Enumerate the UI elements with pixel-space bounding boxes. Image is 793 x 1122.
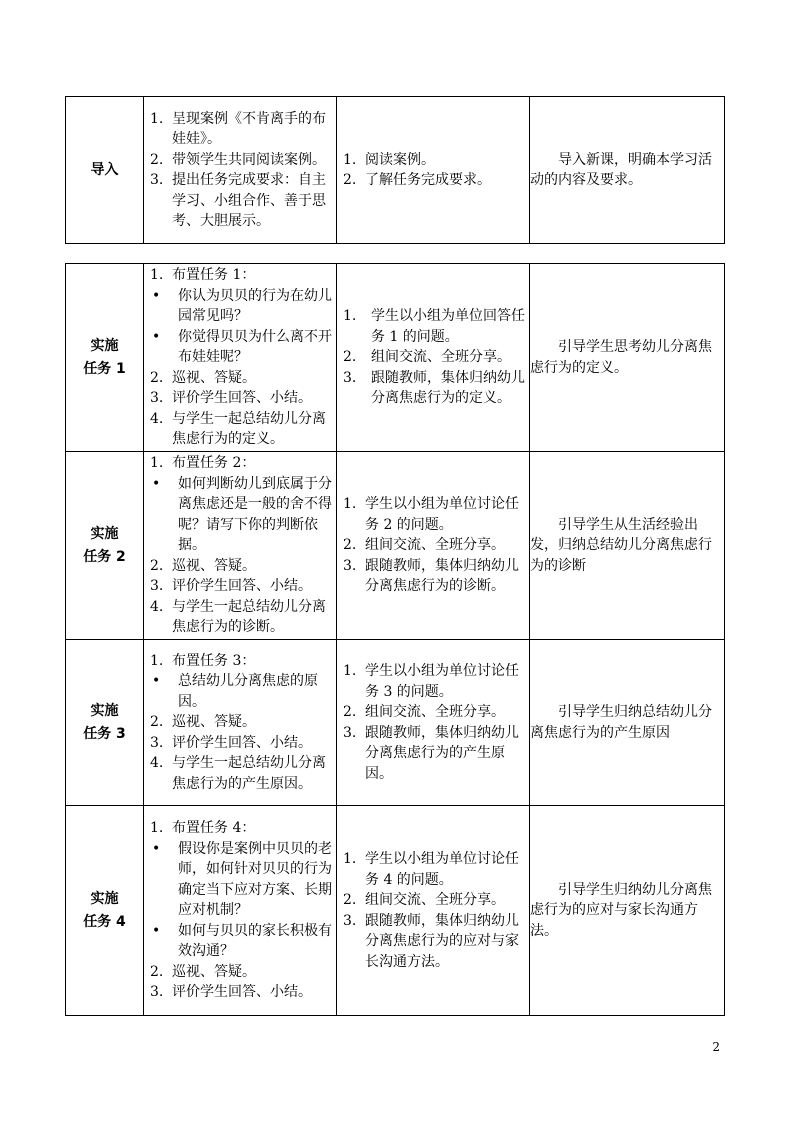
item-text: 你觉得贝贝为什么离不开布娃娃呢？ — [178, 328, 332, 366]
item-text: 巡视、答疑。 — [172, 714, 256, 731]
list-item — [150, 818, 332, 839]
item-text: 与学生一起总结幼儿分离焦虑行为的定义。 — [172, 410, 326, 448]
stage-label: 任务 2 — [83, 548, 126, 565]
list-item — [150, 733, 332, 754]
list-item — [343, 535, 525, 556]
design-purpose-cell: 引导学生归纳幼儿分离焦虑行为的应对与家长沟通方法。 — [530, 806, 725, 1016]
item-text: 评价学生回答、小结。 — [172, 390, 312, 407]
list-item — [150, 671, 332, 712]
stage-label: 实施 — [90, 525, 119, 542]
teacher-activity-list — [144, 818, 336, 1003]
item-number: 3. — [343, 369, 357, 386]
task-row — [66, 452, 725, 640]
item-text: 巡视、答疑。 — [172, 369, 256, 386]
item-number: 3. — [150, 172, 164, 188]
item-number: 3. — [343, 557, 357, 574]
item-text: 布置任务 3： — [172, 652, 256, 669]
teacher-activity-list — [144, 109, 336, 232]
item-text: 学生以小组为单位讨论任务 4 的问题。 — [365, 851, 519, 888]
list-item — [343, 702, 525, 723]
list-item — [343, 368, 525, 409]
bullet-marker: • — [152, 328, 161, 345]
student-activity-list — [337, 494, 529, 597]
list-item — [150, 170, 332, 232]
item-number: 2. — [150, 557, 164, 574]
item-text: 组间交流、全班分享。 — [365, 537, 505, 554]
list-item — [150, 453, 332, 474]
stage-cell — [66, 806, 144, 1016]
item-number: 3. — [150, 734, 164, 751]
teacher-activity-cell — [144, 264, 337, 452]
list-item — [150, 109, 332, 150]
student-activity-list — [337, 306, 529, 409]
item-number: 1. — [150, 267, 164, 284]
item-number: 2. — [150, 714, 164, 731]
list-item — [150, 474, 332, 556]
design-purpose-cell: 引导学生思考幼儿分离焦虑行为的定义。 — [530, 264, 725, 452]
design-purpose-cell: 引导学生归纳总结幼儿分离焦虑行为的产生原因 — [530, 640, 725, 806]
bullet-marker: • — [152, 922, 161, 939]
item-number: 1. — [150, 652, 164, 669]
item-number: 2. — [150, 963, 164, 980]
item-text: 了解任务完成要求。 — [365, 172, 491, 188]
list-item — [150, 651, 332, 672]
stage-cell — [66, 264, 144, 452]
item-text: 与学生一起总结幼儿分离焦虑行为的诊断。 — [172, 598, 326, 636]
student-activity-list — [337, 849, 529, 972]
item-text: 提出任务完成要求：自主学习、小组合作、善于思考、大胆展示。 — [172, 172, 326, 229]
item-text: 如何与贝贝的家长积极有效沟通？ — [178, 922, 332, 960]
stage-label: 实施 — [90, 890, 119, 907]
item-text: 学生以小组为单位回答任务 1 的问题。 — [371, 308, 525, 345]
student-activity-list — [337, 150, 529, 191]
list-item — [150, 368, 332, 389]
item-text: 学生以小组为单位讨论任务 2 的问题。 — [365, 496, 519, 533]
task-row — [66, 264, 725, 452]
list-item — [343, 170, 525, 191]
stage-label: 实施 — [90, 702, 119, 719]
item-text: 布置任务 4： — [172, 820, 256, 837]
item-text: 阅读案例。 — [365, 151, 435, 168]
teacher-activity-list — [144, 453, 336, 638]
tasks-table — [65, 263, 725, 1016]
stage-label: 任务 1 — [83, 360, 126, 377]
item-number: 3. — [343, 912, 357, 929]
stage-cell — [66, 97, 144, 244]
item-text: 评价学生回答、小结。 — [172, 984, 312, 1001]
item-text: 与学生一起总结幼儿分离焦虑行为的产生原因。 — [172, 755, 326, 792]
student-activity-cell — [337, 264, 530, 452]
list-item — [150, 839, 332, 921]
item-number: 1. — [343, 151, 357, 168]
item-text: 组间交流、全班分享。 — [365, 892, 505, 908]
item-number: 4. — [150, 410, 164, 427]
list-item — [343, 150, 525, 171]
item-number: 3. — [150, 390, 164, 407]
item-number: 1. — [343, 663, 357, 679]
bullet-marker: • — [152, 287, 161, 304]
stage-label: 导入 — [90, 161, 119, 178]
item-text: 布置任务 1： — [172, 267, 256, 284]
list-item — [150, 921, 332, 962]
list-item — [150, 556, 332, 577]
bullet-marker: • — [152, 673, 161, 690]
bullet-marker: • — [152, 840, 161, 857]
item-text: 布置任务 2： — [172, 455, 256, 472]
teacher-activity-cell — [144, 452, 337, 640]
item-number: 4. — [150, 598, 164, 615]
task-row — [66, 640, 725, 806]
item-text: 带领学生共同阅读案例。 — [172, 151, 326, 168]
item-number: 1. — [343, 308, 357, 325]
item-text: 假设你是案例中贝贝的老师，如何针对贝贝的行为确定当下应对方案、长期应对机制？ — [178, 840, 332, 919]
stage-label: 实施 — [90, 337, 119, 354]
student-activity-list — [337, 661, 529, 784]
list-item — [150, 327, 332, 368]
stage-label: 任务 3 — [83, 725, 126, 742]
list-item — [343, 723, 525, 785]
task-row — [66, 806, 725, 1016]
item-text: 评价学生回答、小结。 — [172, 734, 312, 751]
student-activity-cell — [337, 640, 530, 806]
item-number: 2. — [343, 537, 357, 554]
item-number: 1. — [343, 496, 357, 513]
stage-cell — [66, 640, 144, 806]
student-activity-cell — [337, 452, 530, 640]
list-item — [150, 753, 332, 794]
item-number: 1. — [150, 455, 164, 472]
list-item — [150, 409, 332, 450]
list-item — [343, 347, 525, 368]
list-item — [150, 150, 332, 171]
item-number: 1. — [150, 110, 164, 127]
item-number: 2. — [150, 369, 164, 386]
student-activity-cell — [337, 97, 530, 244]
list-item — [343, 556, 525, 597]
item-text: 如何判断幼儿到底属于分离焦虑还是一般的舍不得呢？请写下你的判断依据。 — [178, 475, 332, 554]
intro-table — [65, 96, 725, 244]
list-item — [150, 265, 332, 286]
teacher-activity-list — [144, 265, 336, 450]
item-number: 2. — [150, 151, 164, 168]
list-item — [150, 576, 332, 597]
item-text: 你认为贝贝的行为在幼儿园常见吗？ — [178, 287, 332, 325]
intro-row — [66, 97, 725, 244]
list-item — [343, 849, 525, 890]
stage-cell — [66, 452, 144, 640]
list-item — [343, 306, 525, 347]
item-text: 组间交流、全班分享。 — [371, 349, 511, 366]
list-item — [343, 494, 525, 535]
list-item — [150, 712, 332, 733]
list-item — [150, 388, 332, 409]
design-purpose-cell: 导入新课，明确本学习活动的内容及要求。 — [530, 97, 725, 244]
item-number: 4. — [150, 755, 164, 772]
list-item — [150, 962, 332, 983]
list-item — [150, 286, 332, 327]
list-item — [343, 890, 525, 911]
bullet-marker: • — [152, 475, 161, 492]
teacher-activity-cell — [144, 806, 337, 1016]
item-number: 3. — [150, 578, 164, 595]
item-number: 2. — [343, 704, 357, 720]
item-text: 跟随教师，集体归纳幼儿分离焦虑行为的诊断。 — [365, 557, 519, 595]
teacher-activity-cell — [144, 97, 337, 244]
item-text: 巡视、答疑。 — [172, 963, 256, 980]
item-text: 跟随教师，集体归纳幼儿分离焦虑行为的产生原因。 — [365, 724, 519, 782]
list-item — [343, 911, 525, 973]
item-number: 1. — [343, 851, 357, 867]
item-number: 1. — [150, 820, 164, 837]
item-text: 呈现案例《不肯离手的布娃娃》。 — [172, 110, 326, 147]
teacher-activity-list — [144, 651, 336, 795]
item-text: 跟随教师，集体归纳幼儿分离焦虑行为的定义。 — [371, 369, 525, 407]
stage-label: 任务 4 — [83, 913, 126, 930]
student-activity-cell — [337, 806, 530, 1016]
item-number: 3. — [343, 724, 357, 741]
teacher-activity-cell — [144, 640, 337, 806]
item-text: 组间交流、全班分享。 — [365, 704, 505, 720]
list-item — [150, 597, 332, 638]
item-text: 评价学生回答、小结。 — [172, 578, 312, 595]
item-text: 巡视、答疑。 — [172, 557, 256, 574]
item-number: 2. — [343, 172, 357, 188]
list-item — [343, 661, 525, 702]
item-text: 学生以小组为单位讨论任务 3 的问题。 — [365, 663, 519, 700]
item-number: 2. — [343, 349, 357, 366]
item-number: 3. — [150, 984, 164, 1001]
item-text: 总结幼儿分离焦虑的原因。 — [178, 673, 318, 710]
item-text: 跟随教师，集体归纳幼儿分离焦虑行为的应对与家长沟通方法。 — [365, 912, 519, 970]
list-item — [150, 982, 332, 1003]
item-number: 2. — [343, 892, 357, 908]
design-purpose-cell: 引导学生从生活经验出发，归纳总结幼儿分离焦虑行为的诊断 — [530, 452, 725, 640]
page-number: 2 — [712, 1040, 720, 1054]
